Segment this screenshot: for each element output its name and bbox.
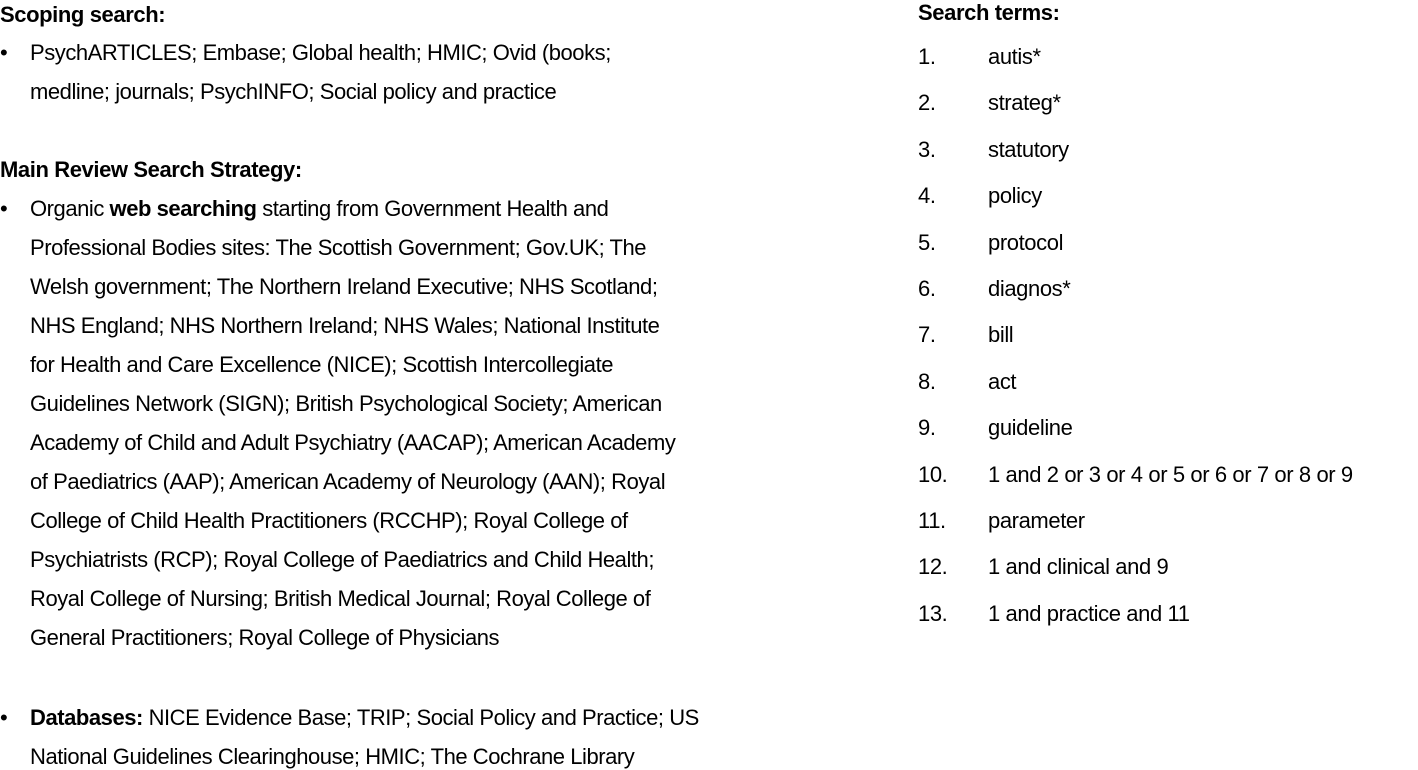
search-term-text: protocol <box>988 229 1064 255</box>
scoping-databases-text <box>30 33 790 111</box>
text-line: Welsh government; The Northern Ireland Executive; NHS Scotland; <box>30 274 658 299</box>
text-line: Psychiatrists (RCP); Royal College of Paediatrics and Child Health; <box>30 547 655 572</box>
main-review-heading: Main Review Search Strategy: <box>0 157 302 182</box>
search-term-text: policy <box>988 183 1042 209</box>
text-run: Organic <box>30 196 110 221</box>
bullet-marker: • <box>0 196 8 221</box>
databases-text <box>30 698 790 770</box>
text-run: NICE Evidence Base; TRIP; Social Policy and Practice; US <box>142 705 699 730</box>
text-line: Academy of Child and Adult Psychiatry (AACAP); American Academy <box>30 430 676 455</box>
search-term-text: guideline <box>988 415 1073 441</box>
web-searching-emphasis: web searching <box>109 196 257 221</box>
text-line: General Practitioners; Royal College of Physicians <box>30 625 500 650</box>
search-term-text: parameter <box>988 508 1085 533</box>
search-term-text: diagnos* <box>988 276 1071 301</box>
scoping-search-heading: Scoping search: <box>0 2 166 27</box>
text-line <box>30 698 790 737</box>
search-term-text: bill <box>988 322 1014 348</box>
search-term-text: autis* <box>988 44 1041 69</box>
text-line: for Health and Care Excellence (NICE); Scottish Intercollegiate <box>30 352 614 377</box>
search-term-text: 1 and clinical and 9 <box>988 554 1169 580</box>
web-searching-text <box>30 189 790 657</box>
search-term-number: 12. <box>918 554 948 580</box>
search-term-number: 11. <box>918 508 946 533</box>
text-line: medline; journals; PsychINFO; Social policy and practice <box>30 79 557 104</box>
text-line <box>30 189 790 228</box>
text-line: Guidelines Network (SIGN); British Psychological Society; American <box>30 391 662 416</box>
search-term-text: 1 and 2 or 3 or 4 or 5 or 6 or 7 or 8 or 9 <box>988 461 1353 487</box>
search-term-number: 3. <box>918 136 936 162</box>
search-term-number: 2. <box>918 90 936 116</box>
text-line: Royal College of Nursing; British Medical Journal; Royal College of <box>30 586 651 611</box>
search-term-text: statutory <box>988 136 1069 162</box>
search-term-number: 6. <box>918 276 936 301</box>
text-line: NHS England; NHS Northern Ireland; NHS Wales; National Institute <box>30 313 660 338</box>
search-term-text: strateg* <box>988 90 1061 116</box>
text-line: PsychARTICLES; Embase; Global health; HMIC; Ovid (books; <box>30 40 611 65</box>
databases-label: Databases: <box>30 705 143 730</box>
text-line: Professional Bodies sites: The Scottish Government; Gov.UK; The <box>30 235 647 260</box>
search-term-number: 9. <box>918 415 936 441</box>
text-line: of Paediatrics (AAP); American Academy of Neurology (AAN); Royal <box>30 469 666 494</box>
search-term-number: 8. <box>918 368 936 394</box>
search-term-number: 13. <box>918 600 948 626</box>
text-line: National Guidelines Clearinghouse; HMIC; The Cochrane Library <box>30 744 635 769</box>
bullet-marker: • <box>0 705 8 730</box>
search-term-number: 5. <box>918 229 936 255</box>
search-term-number: 7. <box>918 322 936 348</box>
bullet-marker: • <box>0 40 8 65</box>
search-term-number: 10. <box>918 461 948 487</box>
search-term-text: act <box>988 368 1017 394</box>
search-term-number: 4. <box>918 183 936 209</box>
text-run: starting from Government Health and <box>256 196 609 221</box>
text-line: College of Child Health Practitioners (RCCHP); Royal College of <box>30 508 628 533</box>
search-terms-heading: Search terms: <box>918 0 1060 25</box>
search-term-text: 1 and practice and 11 <box>988 600 1190 626</box>
search-term-number: 1. <box>918 44 936 69</box>
